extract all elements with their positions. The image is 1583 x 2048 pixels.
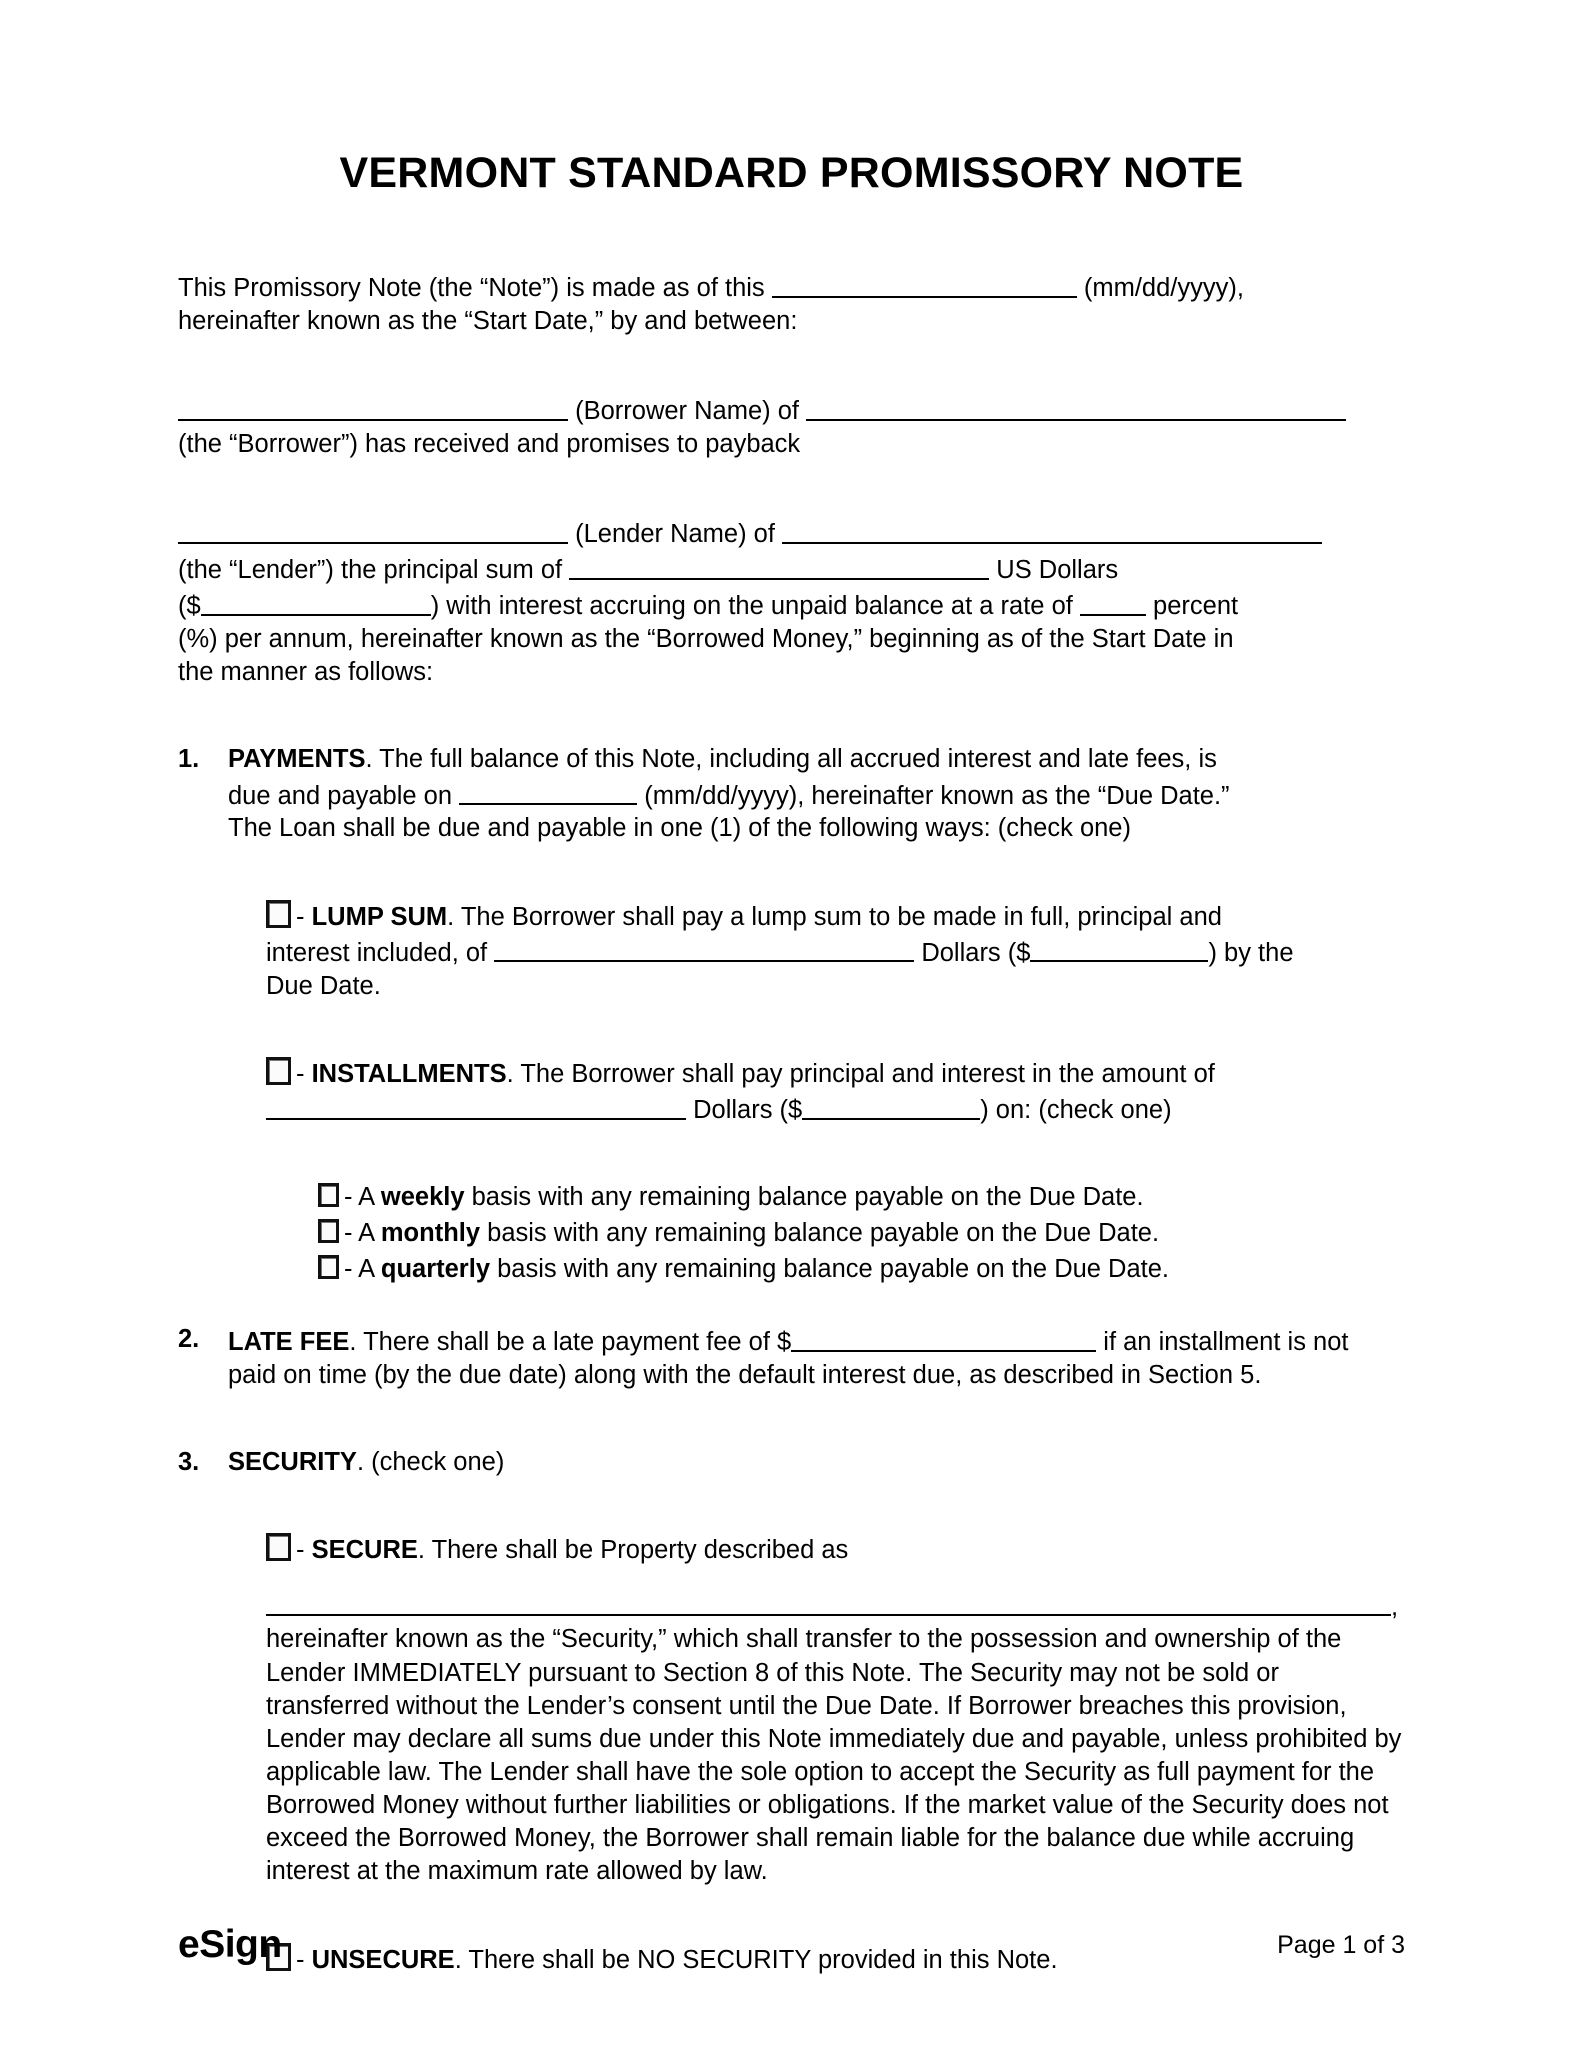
start-date-blank[interactable]: [772, 269, 1077, 298]
principal-sum-amount-blank[interactable]: [201, 587, 431, 616]
installments-words-blank[interactable]: [266, 1091, 686, 1120]
installment-frequency-options: [318, 1181, 1405, 1286]
quarterly-emphasis: quarterly: [380, 1255, 490, 1284]
quarterly-text: basis with any remaining balance payable on the Due Date.: [497, 1255, 1170, 1284]
lender-line5: the manner as follows:: [178, 658, 434, 687]
lender-block: [178, 515, 1405, 689]
due-date-prefix: due and payable on: [228, 781, 453, 810]
spacer: [178, 1506, 1405, 1533]
installments-checkbox-icon[interactable]: [266, 1057, 291, 1085]
frequency-option-monthly: [318, 1217, 1405, 1250]
lump-sum-amount-blank[interactable]: [1030, 934, 1208, 963]
lump-sum-heading: LUMP SUM: [311, 902, 448, 931]
lump-sum-text-e: Due Date.: [266, 971, 381, 1000]
spacer: [178, 873, 1405, 900]
late-fee-text-a: . There shall be a late payment fee of $: [349, 1328, 792, 1356]
section-late-fee-heading: LATE FEE: [228, 1328, 350, 1356]
secure-comma: ,: [1391, 1592, 1399, 1621]
lender-line2-prefix: (the “Lender”) the principal sum of: [178, 556, 563, 585]
monthly-dash: - A: [344, 1218, 374, 1247]
quarterly-dash: - A: [344, 1255, 374, 1284]
spacer: [178, 365, 1405, 392]
secure-dash: -: [296, 1536, 305, 1565]
installments-text-b: Dollars ($: [693, 1095, 803, 1124]
lump-sum-dash: -: [296, 902, 305, 931]
principal-amount-suffix: ) with interest accruing on the unpaid balance at a rate of: [430, 591, 1073, 620]
unsecure-text-a: . There shall be NO SECURITY provided in this Note.: [454, 1945, 1058, 1974]
installments-text-c: ) on: (check one): [980, 1095, 1172, 1124]
section-security-heading: SECURITY: [228, 1448, 357, 1477]
due-date-blank[interactable]: [459, 777, 637, 806]
spacer: [178, 1030, 1405, 1057]
page-title: VERMONT STANDARD PROMISSORY NOTE: [339, 149, 1244, 197]
interest-rate-blank[interactable]: [1080, 587, 1146, 616]
late-fee-text-b: if an installment is not: [1103, 1328, 1349, 1356]
spacer: [178, 488, 1405, 515]
section-payments: [178, 743, 1405, 845]
esign-logo: eSign: [178, 1923, 282, 1966]
monthly-text: basis with any remaining balance payable on the Due Date.: [487, 1218, 1160, 1247]
weekly-checkbox-icon[interactable]: [318, 1183, 339, 1207]
lump-sum-option: [266, 900, 1405, 1003]
section-payments-number: 1.: [178, 745, 200, 774]
intro-line2: hereinafter known as the “Start Date,” by and between:: [178, 307, 798, 336]
monthly-emphasis: monthly: [380, 1218, 481, 1247]
intro-line1-suffix: (mm/dd/yyyy),: [1083, 274, 1244, 303]
monthly-checkbox-icon[interactable]: [318, 1219, 339, 1243]
secure-checkbox-icon[interactable]: [266, 1533, 291, 1561]
late-fee-amount-blank[interactable]: [791, 1323, 1096, 1352]
weekly-dash: - A: [344, 1182, 374, 1211]
installments-heading: INSTALLMENTS: [311, 1059, 507, 1088]
installments-dash: -: [296, 1059, 305, 1088]
spacer: [178, 1419, 1405, 1446]
quarterly-checkbox-icon[interactable]: [318, 1255, 339, 1279]
payments-check-one: The Loan shall be due and payable in one (1) of the following ways: (check one): [228, 814, 1131, 843]
principal-sum-words-blank[interactable]: [569, 551, 989, 580]
frequency-option-weekly: [318, 1181, 1405, 1214]
section-late-fee-number: 2.: [178, 1325, 200, 1354]
secure-paragraph: hereinafter known as the “Security,” which shall transfer to the possession and ownership of the Lender IMMEDIATELY pursuant to Section 8 of this Note. The Security may not be sold or transferred without the Lender’s consent until the Due Date. If Borrower breaches this provision, Lender may declare all sums due under this Note immediately due and payable, unless prohibited by applicable law. The Lender shall have the sole option to accept the Security as full payment for the Borrowed Money without further liabilities or obligations. If the market value of the Security does not exceed the Borrowed Money, the Borrower shall remain liable for the balance due while accruing interest at the maximum rate allowed by law.: [266, 1625, 1402, 1886]
section-payments-heading: PAYMENTS: [228, 745, 366, 774]
page-number: Page 1 of 3: [1277, 1931, 1405, 1959]
principal-amount-prefix: ($: [178, 591, 201, 620]
lender-name-label: (Lender Name) of: [575, 520, 775, 549]
lender-address-blank[interactable]: [782, 515, 1322, 544]
secure-text-a: . There shall be Property described as: [417, 1536, 849, 1565]
weekly-text: basis with any remaining balance payable on the Due Date.: [471, 1182, 1144, 1211]
unsecure-dash: -: [296, 1945, 305, 1974]
borrower-line2: (the “Borrower”) has received and promises to payback: [178, 430, 801, 459]
frequency-option-quarterly: [318, 1253, 1405, 1286]
intro-paragraph: [178, 269, 1405, 338]
borrower-address-blank[interactable]: [806, 392, 1346, 421]
late-fee-text-c: paid on time (by the due date) along with the default interest due, as described in Section 5.: [228, 1361, 1262, 1390]
section-security-text-a: . (check one): [356, 1448, 505, 1477]
secure-option: [266, 1533, 1405, 1888]
interest-rate-label: percent: [1153, 591, 1239, 620]
lender-line2-suffix: US Dollars: [996, 556, 1119, 585]
section-security: [178, 1446, 1405, 1479]
lump-sum-text-c: Dollars ($: [921, 938, 1031, 967]
lender-line4: (%) per annum, hereinafter known as the “Borrowed Money,” beginning as of the Start Date in: [178, 625, 1234, 654]
spacer: [178, 1154, 1405, 1181]
weekly-emphasis: weekly: [380, 1182, 465, 1211]
lump-sum-checkbox-icon[interactable]: [266, 900, 291, 928]
due-date-suffix: (mm/dd/yyyy), hereinafter known as the “Due Date.”: [644, 781, 1230, 810]
page-footer: [178, 1925, 1405, 1964]
section-late-fee: [178, 1323, 1405, 1392]
unsecure-heading: UNSECURE: [311, 1945, 455, 1974]
lump-sum-text-a: . The Borrower shall pay a lump sum to be made in full, principal and: [447, 902, 1222, 931]
security-property-blank[interactable]: [266, 1588, 1391, 1617]
intro-line1-prefix: This Promissory Note (the “Note”) is made as of this: [178, 274, 765, 303]
lump-sum-text-b: interest included, of: [266, 938, 488, 967]
secure-heading: SECURE: [311, 1536, 418, 1565]
lump-sum-text-d: ) by the: [1208, 938, 1294, 967]
installments-text-a: . The Borrower shall pay principal and interest in the amount of: [506, 1059, 1215, 1088]
borrower-name-blank[interactable]: [178, 392, 568, 421]
installments-amount-blank[interactable]: [802, 1091, 980, 1120]
section-payments-text-a: . The full balance of this Note, including all accrued interest and late fees, is: [365, 745, 1217, 774]
borrower-name-label: (Borrower Name) of: [575, 397, 799, 426]
lump-sum-words-blank[interactable]: [494, 934, 914, 963]
lender-name-blank[interactable]: [178, 515, 568, 544]
installments-option: [266, 1057, 1405, 1127]
section-security-number: 3.: [178, 1448, 200, 1477]
spacer: [178, 716, 1405, 743]
borrower-block: [178, 392, 1405, 461]
spacer: [178, 1289, 1405, 1323]
